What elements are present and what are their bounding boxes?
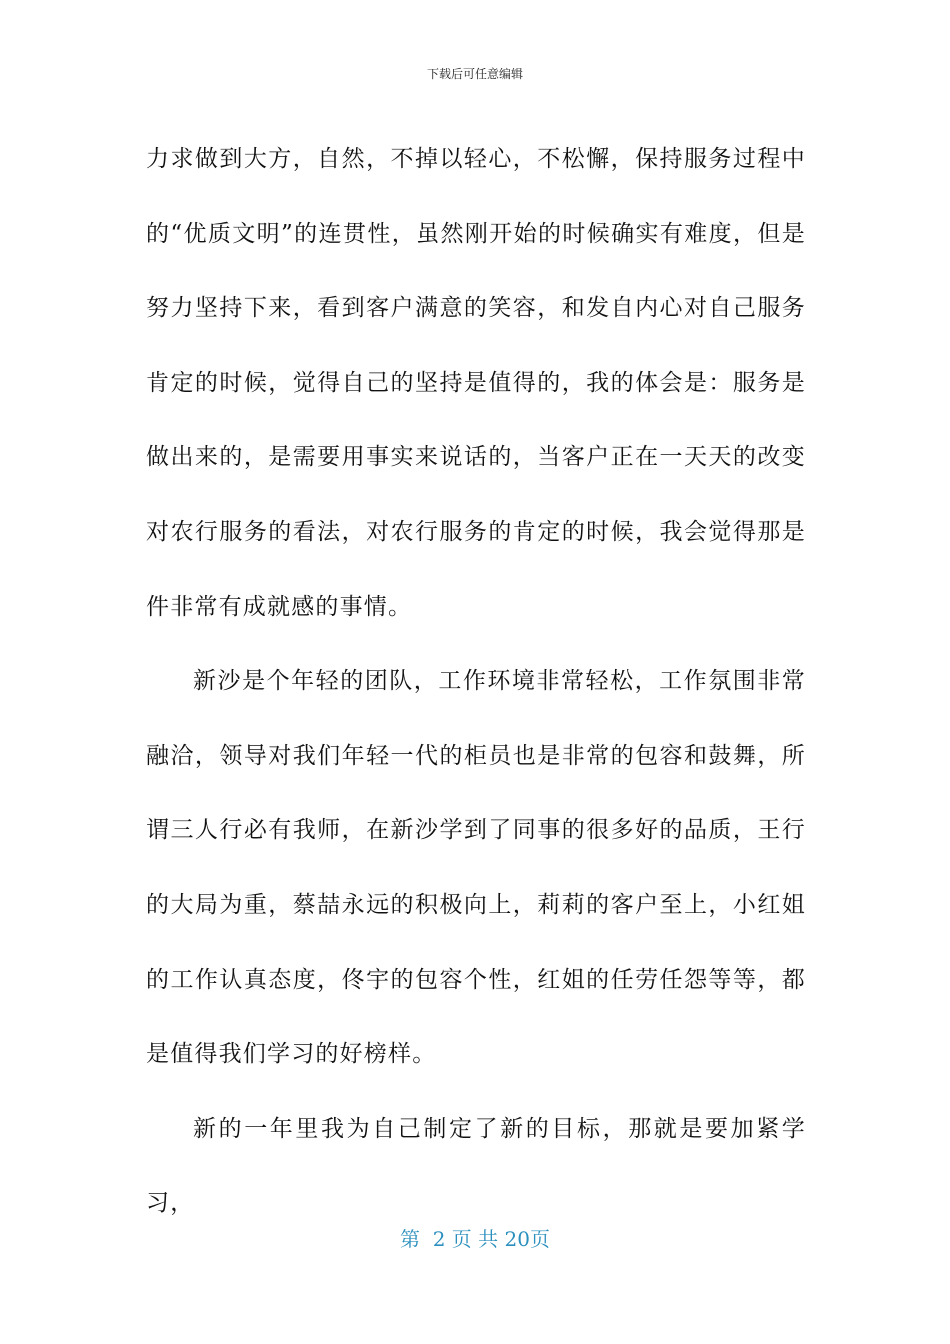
paragraph: 新的一年里我为自己制定了新的目标，那就是要加紧学习， <box>146 1115 806 1217</box>
paragraph: 新沙是个年轻的团队，工作环境非常轻松，工作氛围非常融洽，领导对我们年轻一代的柜员也是非常的包容和鼓舞，所谓三人行必有我师，在新沙学到了同事的很多好的品质，王行的大局为重，蔡喆永远的积极向上，莉莉的客户至上，小红姐的工作认真态度，佟宇的包容个性，红姐的任劳任怨等等，都是值得我们学习的好榜样。 <box>146 668 806 1068</box>
body-text <box>146 122 806 1241</box>
paragraph: 力求做到大方，自然，不掉以轻心，不松懈，保持服务过程中的“优质文明”的连贯性，虽然刚开始的时候确实有难度，但是努力坚持下来，看到客户满意的笑容，和发自内心对自己服务肯定的时候，觉得自己的坚持是值得的，我的体会是：服务是做出来的，是需要用事实来说话的，当客户正在一天天的改变对农行服务的看法，对农行服务的肯定的时候，我会觉得那是件非常有成就感的事情。 <box>146 146 806 620</box>
page-header: 下载后可任意编辑 <box>426 67 523 81</box>
page-number-footer: 第 2 页 共 20页 <box>400 1227 550 1251</box>
